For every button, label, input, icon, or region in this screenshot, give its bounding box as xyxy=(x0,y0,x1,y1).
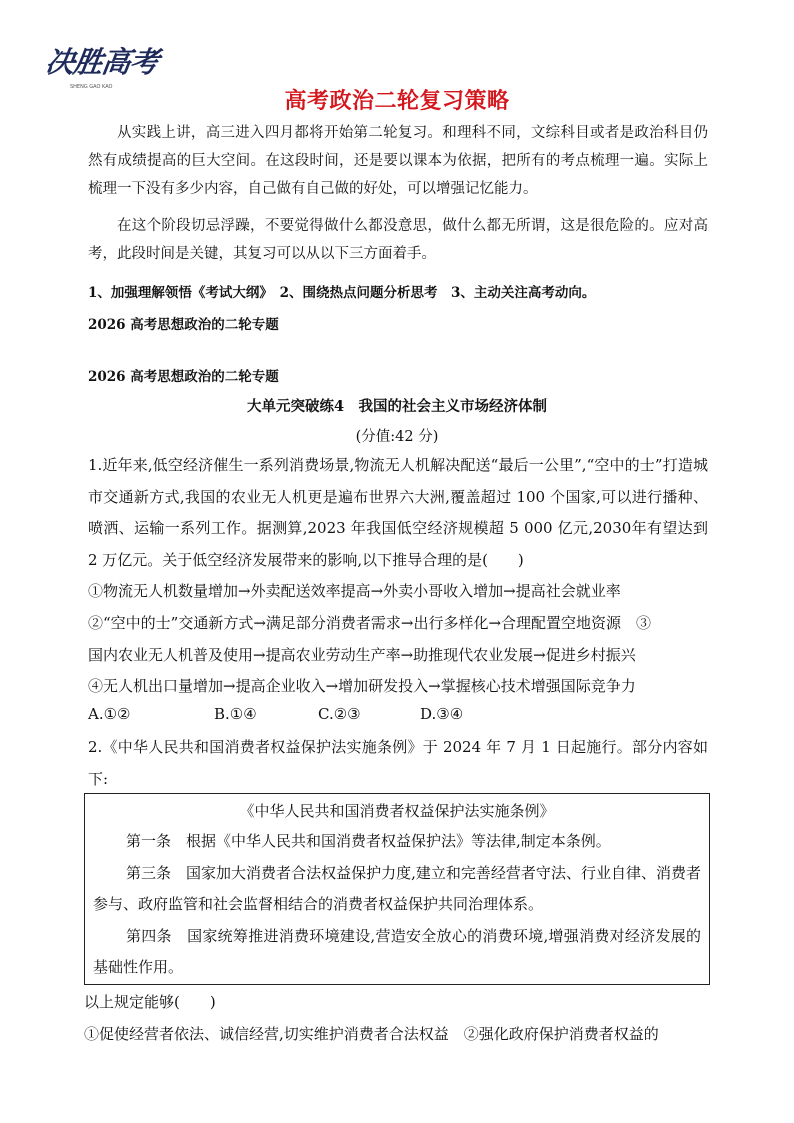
question-2-stem: 2.《中华人民共和国消费者权益保护法实施条例》于 2024 年 7 月 1 日起施行。部分内容如下: xyxy=(88,738,708,788)
strategy-points: 1、加强理解领悟《考试大纲》 2、围绕热点问题分析思考 3、主动关注高考动向。 xyxy=(88,285,596,301)
exercise-title: 大单元突破练4 我国的社会主义市场经济体制 xyxy=(246,398,548,415)
question-1-item-2: ②“空中的士”交通新方式→满足部分消费者需求→出行多样化→合理配置空地资源 ③ xyxy=(88,614,652,632)
section-heading-1: 2026 高考思想政治的二轮专题 xyxy=(88,317,279,333)
intro-paragraph-2: 在这个阶段切忌浮躁，不要觉得做什么都没意思，做什么都无所谓，这是很危险的。应对高考，此段时间是关键，其复习可以从以下三方面着手。 xyxy=(88,218,708,262)
article-1: 第一条 根据《中华人民共和国消费者权益保护法》等法律,制定本条例。 xyxy=(126,832,611,850)
article-4: 第四条 国家统筹推进消费环境建设,营造安全放心的消费环境,增强消费对经济发展的基础性作用。 xyxy=(93,927,701,976)
section-heading-2: 2026 高考思想政治的二轮专题 xyxy=(88,369,279,385)
intro-paragraph-1: 从实践上讲，高三进入四月都将开始第二轮复习。和理科不同，文综科目或者是政治科目仍然有成绩提高的巨大空间。在这段时间，还是要以课本为依据，把所有的考点梳理一遍。实际上梳理一下没有多少内容，自己做有自己做的好处，可以增强记忆能力。 xyxy=(88,125,708,197)
question-2-prompt: 以上规定能够( ) xyxy=(84,993,216,1011)
question-1-item-1: ①物流无人机数量增加→外卖配送效率提高→外卖小哥收入增加→提高社会就业率 xyxy=(88,582,621,600)
regulation-box xyxy=(84,793,710,985)
exercise-score: (分值:42 分) xyxy=(355,429,439,445)
option-c: C.②③ xyxy=(318,705,361,723)
option-d: D.③④ xyxy=(420,705,464,723)
question-1-item-3: 国内农业无人机普及使用→提高农业劳动生产率→助推现代农业发展→促进乡村振兴 xyxy=(88,646,636,664)
article-3: 第三条 国家加大消费者合法权益保护力度,建立和完善经营者守法、行业自律、消费者参与、政府监管和社会监督相结合的消费者权益保护共同治理体系。 xyxy=(93,864,701,913)
page-title: 高考政治二轮复习策略 xyxy=(284,89,510,114)
option-b: B.①④ xyxy=(214,705,257,723)
logo-text: 决胜高考 xyxy=(43,45,161,79)
logo-subtext: SHENG GAO KAO xyxy=(70,84,113,90)
question-2-item-1: ①促使经营者依法、诚信经营,切实维护消费者合法权益 ②强化政府保护消费者权益的 xyxy=(84,1025,659,1043)
regulation-title: 《中华人民共和国消费者权益保护法实施条例》 xyxy=(239,802,555,820)
question-1-stem: 1.近年来,低空经济催生一系列消费场景,物流无人机解决配送“最后一公里”,“空中的士”打造城市交通新方式,我国的农业无人机更是遍布世界六大洲,覆盖超过 100 个国家,可以进行播种、喷洒、运输一系列工作。据测算,2023 年我国低空经济规模超 5 000 亿元,2030年有望达到 2 万亿元。关于低空经济发展带来的影响,以下推导合理的是( ) xyxy=(88,456,708,569)
option-a: A.①② xyxy=(88,705,131,723)
question-1-item-4: ④无人机出口量增加→提高企业收入→增加研发投入→掌握核心技术增强国际竞争力 xyxy=(88,677,636,695)
